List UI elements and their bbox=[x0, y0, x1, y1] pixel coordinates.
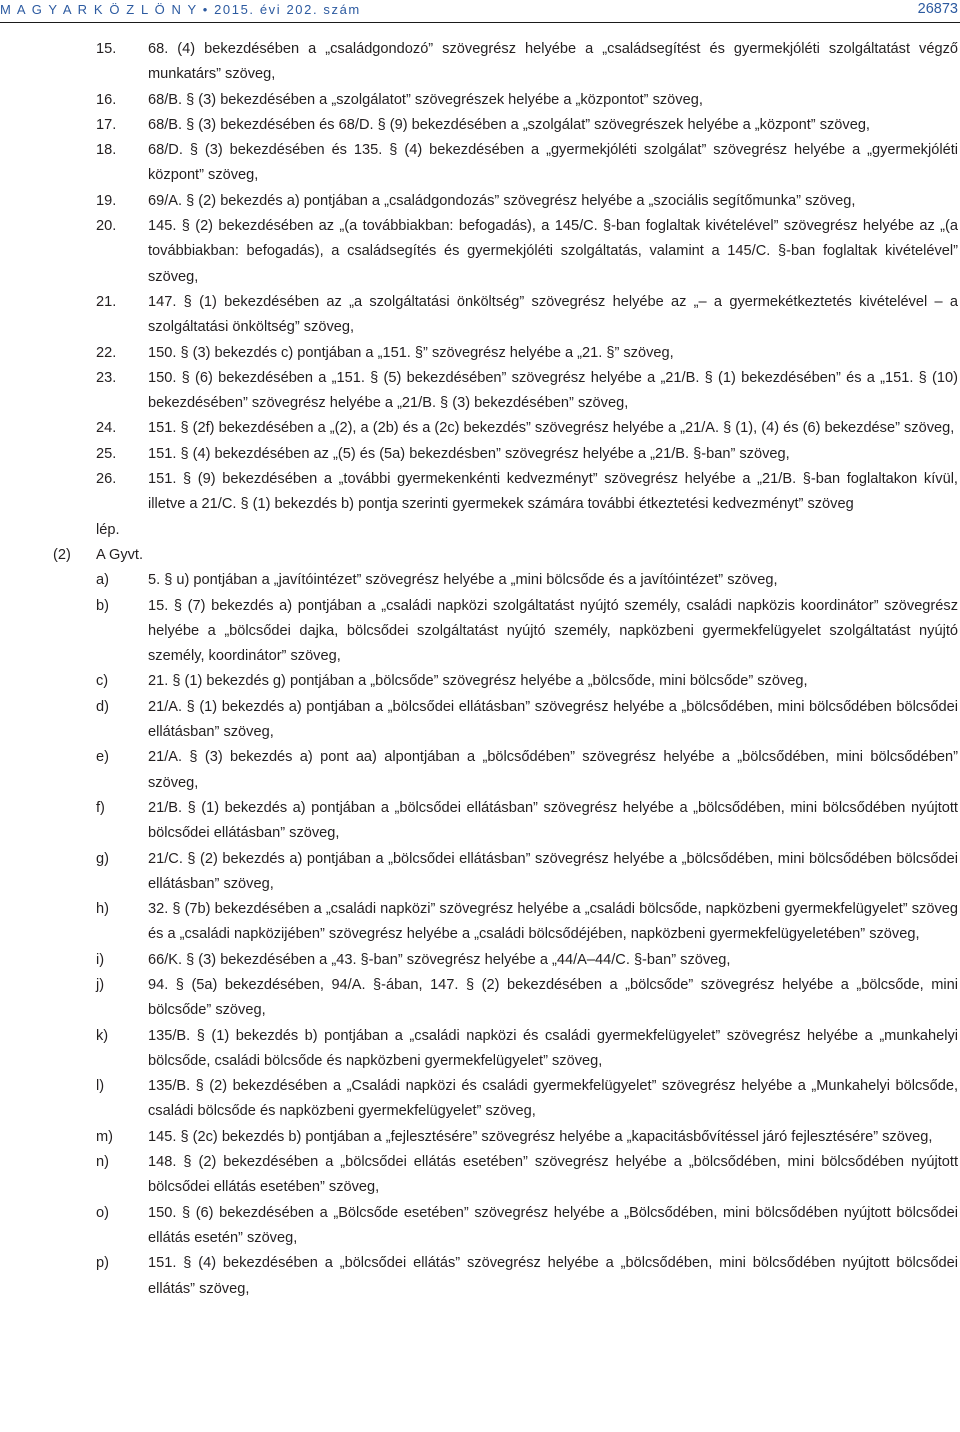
item-text: 68/B. § (3) bekezdésében és 68/D. § (9) bekezdésében a „szolgálat” szövegrészek helyébe a „központ” szöveg, bbox=[148, 116, 870, 133]
list-item bbox=[0, 37, 960, 88]
lep-text: lép. bbox=[96, 521, 120, 538]
list-item bbox=[0, 1201, 960, 1252]
item-letter: l) bbox=[96, 1078, 105, 1095]
item-letter: k) bbox=[96, 1027, 109, 1044]
item-number: 19. bbox=[96, 192, 117, 209]
item-letter: a) bbox=[96, 572, 109, 589]
document-body bbox=[0, 23, 960, 1302]
item-letter: h) bbox=[96, 901, 109, 918]
item-text: 5. § u) pontjában a „javítóintézet” szövegrész helyébe a „mini bölcsőde és a javítóintézet” szöveg, bbox=[148, 572, 778, 589]
list-item bbox=[0, 796, 960, 847]
item-number: 21. bbox=[96, 293, 117, 310]
item-letter: i) bbox=[96, 951, 105, 968]
item-text: 145. § (2) bekezdésében az „(a továbbiakban: befogadás), a 145/C. §-ban foglaltak kivételével” szövegrész helyébe az „(a továbbiakban: befogadás), a családsegítés és gyermekjóléti szolgáltatás, valamint a 145/C. §-ban foglaltak kivételével” szöveg, bbox=[148, 218, 958, 285]
item-number: 15. bbox=[96, 41, 117, 57]
item-letter: p) bbox=[96, 1255, 109, 1272]
list-item bbox=[0, 745, 960, 796]
sub-amendment-list bbox=[0, 568, 960, 1302]
item-number: 24. bbox=[96, 420, 117, 437]
item-letter: m) bbox=[96, 1128, 114, 1145]
item-letter: b) bbox=[96, 597, 109, 614]
list-item bbox=[0, 442, 960, 467]
page-header bbox=[0, 0, 960, 23]
list-item bbox=[0, 594, 960, 670]
item-letter: f) bbox=[96, 799, 105, 816]
item-number: 17. bbox=[96, 116, 117, 133]
item-letter: e) bbox=[96, 749, 109, 766]
item-text: 151. § (2f) bekezdésében a „(2), a (2b) és a (2c) bekezdés” szövegrész helyébe a „21/A. § (1), (4) és (6) bekezdése” szöveg, bbox=[148, 420, 955, 437]
item-text: 21/A. § (3) bekezdés a) pont aa) alpontjában a „bölcsődében” szövegrész helyébe a „bölcsődében, mini bölcsődében” szöveg, bbox=[148, 749, 958, 791]
item-text: 21/C. § (2) bekezdés a) pontjában a „bölcsődei ellátásban” szövegrész helyébe a „bölcsődében, mini bölcsődében bölcsődei ellátásban” szöveg, bbox=[148, 850, 958, 892]
item-text: 151. § (9) bekezdésében a „további gyermekenkénti kedvezményt” szövegrész helyébe a „21/B. §-ban foglaltakon kívül, illetve a 21/C. § (1) bekezdés b) pontja szerinti gyermekek számára további étkeztetési kedvezményt” szöveg bbox=[148, 471, 958, 513]
item-letter: n) bbox=[96, 1154, 109, 1171]
item-text: 135/B. § (1) bekezdés b) pontjában a „családi napközi és családi gyermekfelügyelet” szövegrész helyébe a „munkahelyi bölcsőde, családi bölcsőde és napközbeni gyermekfelügyelet” szöveg, bbox=[148, 1027, 958, 1069]
item-text: 150. § (6) bekezdésében a „151. § (5) bekezdésében” szövegrész helyébe a „21/B. § (1) bekezdésében” és a „151. § (10) bekezdésében” szövegrész helyébe a „21/B. § (3) bekezdésében” szöveg, bbox=[148, 369, 958, 412]
item-text: 151. § (4) bekezdésében a „bölcsődei ellátás” szövegrész helyébe a „bölcsődében, mini bölcsődében nyújtott bölcsődei ellátás” szöveg, bbox=[148, 1255, 958, 1297]
list-item bbox=[0, 669, 960, 694]
page-number: 26873 bbox=[917, 1, 958, 17]
list-item bbox=[0, 948, 960, 973]
item-number: 16. bbox=[96, 91, 117, 108]
list-item bbox=[0, 88, 960, 113]
item-number: 25. bbox=[96, 445, 117, 462]
item-text: 150. § (6) bekezdésében a „Bölcsőde esetében” szövegrész helyébe a „Bölcsődében, mini bölcsődében nyújtott bölcsődei ellátás esetén” szöveg, bbox=[148, 1204, 958, 1246]
item-number: 18. bbox=[96, 142, 117, 159]
item-number: 26. bbox=[96, 471, 117, 488]
item-text: 68. (4) bekezdésében a „családgondozó” szövegrész helyébe a „családsegítést és gyermekjóléti szolgáltatást végző munkatárs” szöveg, bbox=[148, 41, 958, 83]
list-item bbox=[0, 897, 960, 948]
item-letter: o) bbox=[96, 1204, 109, 1221]
list-item bbox=[0, 847, 960, 898]
list-item bbox=[0, 1150, 960, 1201]
list-item bbox=[0, 366, 960, 417]
list-item bbox=[0, 113, 960, 138]
list-item bbox=[0, 568, 960, 593]
list-item bbox=[0, 1125, 960, 1150]
list-item bbox=[0, 467, 960, 518]
section-number: (2) bbox=[53, 546, 71, 563]
list-item bbox=[0, 138, 960, 189]
item-text: 68/D. § (3) bekezdésében és 135. § (4) bekezdésében a „gyermekjóléti szolgálat” szövegrész helyébe a „gyermekjóléti központ” szöveg, bbox=[148, 142, 958, 184]
item-text: 69/A. § (2) bekezdés a) pontjában a „családgondozás” szövegrész helyébe a „szociális segítőmunka” szöveg, bbox=[148, 192, 856, 209]
item-text: 21/B. § (1) bekezdés a) pontjában a „bölcsődei ellátásban” szövegrész helyébe a „bölcsődében, mini bölcsődében nyújtott bölcsődei ellátásban” szöveg, bbox=[148, 799, 958, 842]
item-text: 21. § (1) bekezdés g) pontjában a „bölcsőde” szövegrész helyébe a „bölcsőde, mini bölcsőde” szöveg, bbox=[148, 673, 808, 690]
list-item bbox=[0, 1251, 960, 1302]
item-text: 32. § (7b) bekezdésében a „családi napközi” szövegrész helyébe a „családi bölcsőde, napközbeni gyermekfelügyelet” szöveg és a „családi napközijében” szövegrész helyébe a „családi bölcsődéjében, napközbeni gyermekfelügyeletében” szöveg, bbox=[148, 901, 958, 943]
item-text: 148. § (2) bekezdésében a „bölcsődei ellátás esetében” szövegrész helyébe a „bölcsődében, mini bölcsődében nyújtott bölcsődei ellátás esetében” szöveg, bbox=[148, 1154, 958, 1196]
list-item bbox=[0, 695, 960, 746]
item-text: 150. § (3) bekezdés c) pontjában a „151. §” szövegrész helyébe a „21. §” szöveg, bbox=[148, 344, 674, 361]
item-number: 23. bbox=[96, 369, 117, 386]
item-text: 147. § (1) bekezdésében az „a szolgáltatási önköltség” szövegrész helyébe az „– a gyermekétkeztetés kivételével – a szolgáltatási önköltség” szöveg, bbox=[148, 293, 958, 336]
list-item bbox=[0, 1074, 960, 1125]
item-text: 68/B. § (3) bekezdésében a „szolgálatot” szövegrészek helyébe a „központot” szöveg, bbox=[148, 91, 703, 108]
item-letter: c) bbox=[96, 673, 109, 690]
item-text: 94. § (5a) bekezdésében, 94/A. §-ában, 147. § (2) bekezdésében a „bölcsőde” szövegrész helyébe a „bölcsőde, mini bölcsőde” szöveg, bbox=[148, 976, 958, 1019]
list-item bbox=[0, 416, 960, 441]
list-item bbox=[0, 214, 960, 290]
item-letter: d) bbox=[96, 698, 109, 715]
item-letter: g) bbox=[96, 850, 109, 867]
section-2-heading bbox=[0, 543, 960, 568]
item-text: 145. § (2c) bekezdés b) pontjában a „fejlesztésére” szövegrész helyébe a „kapacitásbővítéssel járó fejlesztésére” szöveg, bbox=[148, 1128, 933, 1145]
item-text: 66/K. § (3) bekezdésében a „43. §-ban” szövegrész helyébe a „44/A–44/C. §-ban” szöveg, bbox=[148, 951, 731, 968]
list-item bbox=[0, 290, 960, 341]
list-item bbox=[0, 341, 960, 366]
item-text: 21/A. § (1) bekezdés a) pontjában a „bölcsődei ellátásban” szövegrész helyébe a „bölcsődében, mini bölcsődében bölcsődei ellátásban” szöveg, bbox=[148, 698, 958, 741]
list-item bbox=[0, 1024, 960, 1075]
item-letter: j) bbox=[96, 976, 105, 993]
item-number: 20. bbox=[96, 218, 117, 235]
list-item bbox=[0, 189, 960, 214]
section-title: A Gyvt. bbox=[96, 546, 144, 563]
amendment-list bbox=[0, 37, 960, 518]
item-number: 22. bbox=[96, 344, 117, 361]
item-text: 15. § (7) bekezdés a) pontjában a „családi napközi szolgáltatást nyújtó személy, családi napközis koordinátor” szövegrész helyébe a „bölcsődei dajka, bölcsődei szolgáltatást nyújtó személy, napközbeni gyermekfelügyelet szolgáltatást nyújtó személy, koordinátor” szöveg, bbox=[148, 597, 958, 665]
list-item bbox=[0, 973, 960, 1024]
item-text: 135/B. § (2) bekezdésében a „Családi napközi és családi gyermekfelügyelet” szövegrész helyébe a „Munkahelyi bölcsőde, családi bölcsőde és napközbeni gyermekfelügyelet” szöveg, bbox=[148, 1078, 958, 1120]
journal-title: M A G Y A R K Ö Z L Ö N Y • 2015. évi 202. szám bbox=[0, 2, 361, 17]
item-text: 151. § (4) bekezdésében az „(5) és (5a) bekezdésben” szövegrész helyébe a „21/B. §-ban” szöveg, bbox=[148, 445, 790, 462]
